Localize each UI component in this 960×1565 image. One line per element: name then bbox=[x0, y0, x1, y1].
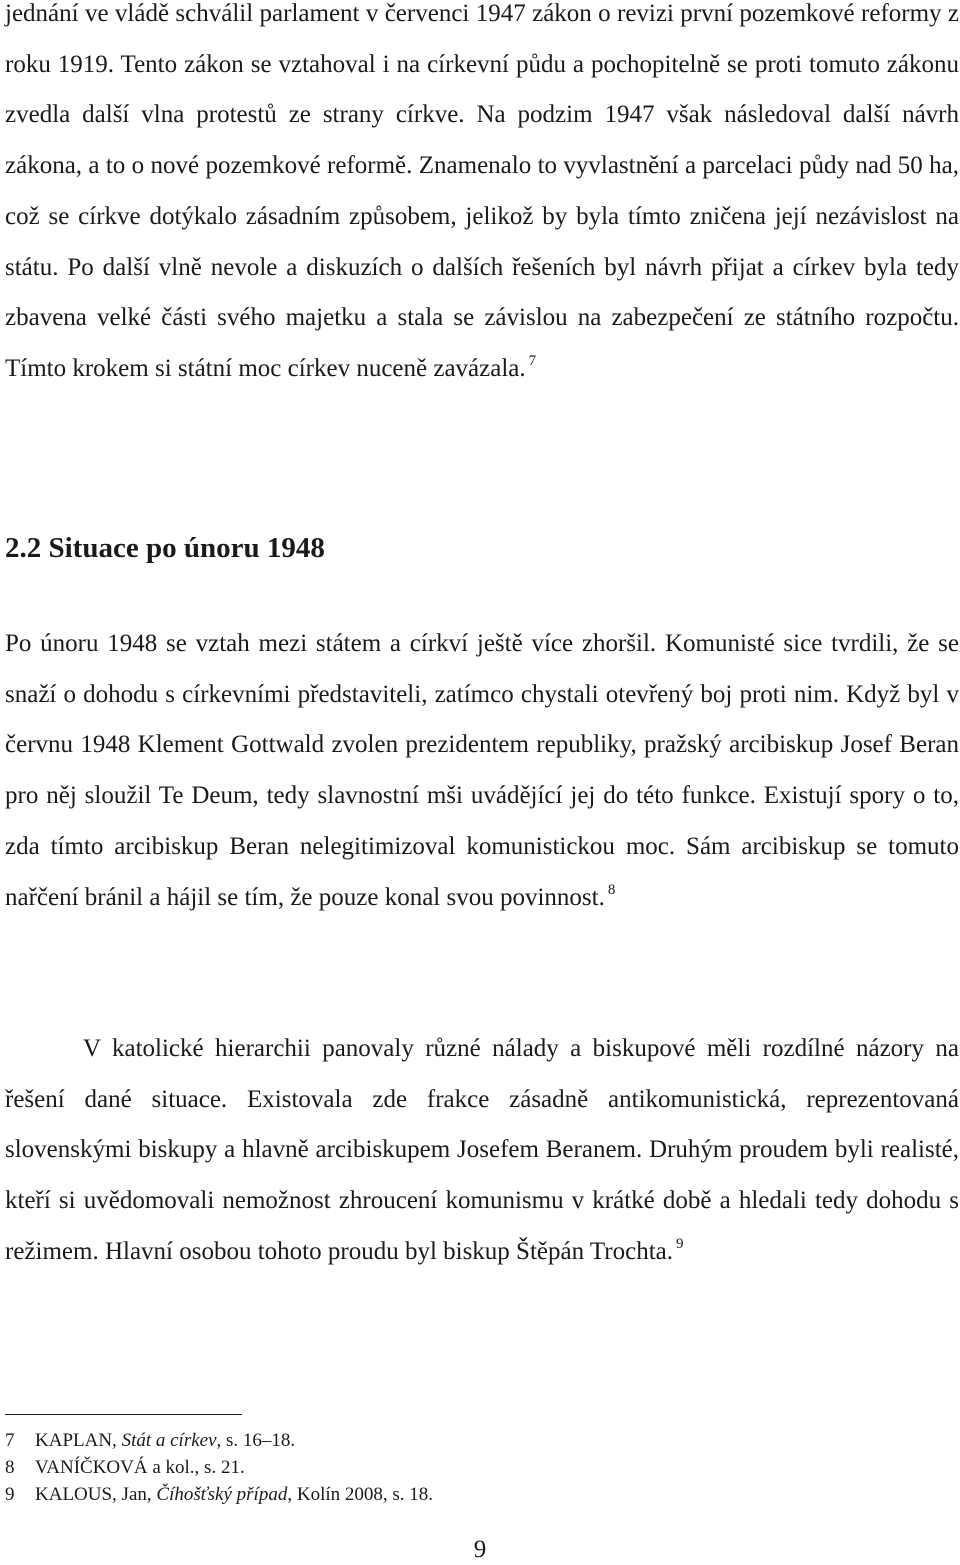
footnote-reference[interactable]: 9 bbox=[676, 1236, 684, 1253]
footnote-number: 9 bbox=[5, 1484, 15, 1505]
footnote-item bbox=[5, 1427, 433, 1454]
footnote-text-end: , Kolín 2008, s. 18. bbox=[287, 1484, 434, 1505]
footnote-item bbox=[5, 1454, 433, 1481]
paragraph-text: Po únoru 1948 se vztah mezi státem a církví ještě více zhoršil. Komunisté sice tvrdili, že se snaží o dohodu s církevními představiteli, zatímco chystali otevřený boj proti nim. Když byl v červnu 1948 Klement Gottwald zvolen prezidentem republiky, pražský arcibiskup Josef Beran pro něj sloužil Te Deum, tedy slavnostní mši uvádějící jej do této funkce. Existují spory o to, zda tímto arcibiskup Beran nelegitimizoval komunistickou moc. Sám arcibiskup se tomuto nařčení bránil a hájil se tím, že pouze konal svou povinnost. bbox=[5, 630, 959, 911]
footnote-reference[interactable]: 7 bbox=[528, 353, 537, 370]
paragraph-land-reform bbox=[5, 0, 959, 395]
footnote-text: KAPLAN, bbox=[35, 1430, 122, 1451]
footnote-text: VANÍČKOVÁ a kol., s. 21. bbox=[35, 1457, 245, 1478]
section-heading: 2.2 Situace po únoru 1948 bbox=[5, 532, 325, 564]
footnote-text: KALOUS, Jan, bbox=[35, 1484, 157, 1505]
page-number: 9 bbox=[473, 1536, 487, 1563]
paragraph-text: jednání ve vládě schválil parlament v červenci 1947 zákon o revizi první pozemkové reformy z roku 1919. Tento zákon se vztahoval i na církevní půdu a pochopitelně se proti tomuto zákonu zvedla další vlna protestů ze strany církve. Na podzim 1947 však následoval další návrh zákona, a to o nové pozemkové reformě. Znamenalo to vyvlastnění a parcelaci půdy nad 50 ha, což se církve dotýkalo zásadním způsobem, jelikož by byla tímto zničena její nezávislost na státu. Po další vlně nevole a diskuzích o dalších řešeních byl návrh přijat a církev byla tedy zbavena velké části svého majetku a stala se závislou na zabezpečení ze státního rozpočtu. Tímto krokem si státní moc církev nuceně zavázala. bbox=[5, 0, 959, 382]
footnote-item bbox=[5, 1481, 433, 1508]
footnote-title: Číhošťský případ bbox=[156, 1484, 288, 1505]
paragraph-catholic-hierarchy bbox=[5, 1024, 959, 1278]
footnote-number: 7 bbox=[5, 1430, 15, 1451]
footnote-reference[interactable]: 8 bbox=[607, 882, 616, 899]
footnote-number: 8 bbox=[5, 1457, 15, 1478]
footnote-text-end: , s. 16–18. bbox=[216, 1430, 296, 1451]
footnote-separator bbox=[5, 1414, 242, 1415]
paragraph-after-february bbox=[5, 619, 959, 923]
footnotes-list bbox=[5, 1427, 433, 1508]
paragraph-text: V katolické hierarchii panovaly různé nálady a biskupové měli rozdílné názory na řešení dané situace. Existovala zde frakce zásadně antikomunistická, reprezentovaná slovenskými biskupy a hlavně arcibiskupem Josefem Beranem. Druhým proudem byli realisté, kteří si uvědomovali nemožnost zhroucení komunismu v krátké době a hledali tedy dohodu s režimem. Hlavní osobou tohoto proudu byl biskup Štěpán Trochta. bbox=[5, 1035, 959, 1265]
footnote-title: Stát a církev bbox=[121, 1430, 217, 1451]
